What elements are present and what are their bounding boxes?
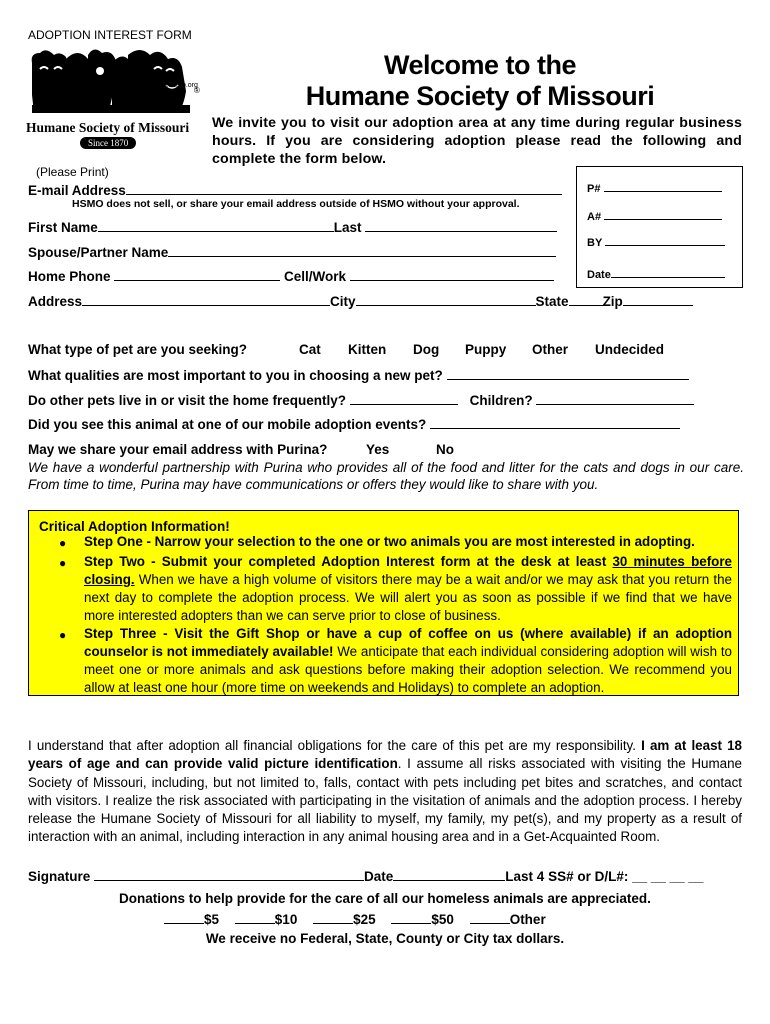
step-two-heading: Step Two - Submit your completed Adoption Interest form at the desk at least [84, 554, 613, 569]
logo-org-name: Humane Society of Missouri [26, 120, 190, 135]
step-three-heading: Step Three - Visit the Gift Shop or have a cup of coffee on us (where available) if an adoption counselor is not immediately available! [84, 626, 732, 659]
home-phone-label: Home Phone [28, 269, 111, 284]
step-two-deadline: 30 minutes before closing. [84, 554, 732, 587]
form-title: ADOPTION INTEREST FORM [28, 28, 192, 42]
since-badge: Since 1870 [80, 137, 136, 149]
donation-row [164, 911, 546, 927]
children-question: Children? [469, 393, 533, 408]
option-dog[interactable]: Dog [413, 342, 440, 357]
step-one: Step One - Narrow your selection to the one or two animals you are most interested in adopting. [84, 534, 695, 549]
bullet-icon: ● [59, 536, 67, 550]
a-number-label: A# [587, 211, 602, 223]
other-pets-question: Do other pets live in or visit the home frequently? [28, 393, 347, 408]
name-row[interactable] [28, 219, 557, 235]
donation-other[interactable]: Other [509, 912, 546, 927]
option-undecided[interactable]: Undecided [595, 342, 665, 357]
qualities-question: What qualities are most important to you in choosing a new pet? [28, 368, 443, 383]
last4-blanks: __ __ __ __ [632, 869, 704, 884]
signature-label: Signature [28, 869, 91, 884]
mobile-event-row[interactable] [28, 416, 680, 432]
first-name-label: First Name [28, 220, 98, 235]
release-age-statement: I am at least 18 years of age and can provide valid picture identification [28, 738, 742, 772]
release-part1: I understand that after adoption all financial obligations for the care of this pet are my responsibility. [28, 738, 642, 753]
step-two-detail: When we have a high volume of visitors there may be a wait and/or we may ask that you return the next day to complete the adoption process. We will alert you as soon as possible if we find that we have more interested adopters than we can serve prior to close of business. [84, 572, 732, 623]
option-kitten[interactable]: Kitten [348, 342, 387, 357]
office-date-label: Date [587, 269, 611, 281]
cell-work-label: Cell/Work [284, 269, 347, 284]
spouse-row[interactable] [28, 244, 556, 260]
signature-date-label: Date [364, 869, 394, 884]
donation-10[interactable]: $10 [274, 912, 298, 927]
last4-label: Last 4 SS# or D/L#: [505, 869, 629, 884]
p-number-field[interactable] [587, 181, 722, 195]
release-part3: . I assume all risks associated with visiting the Humane Society of Missouri, including, but not limited to, falls, contact with pets including pet bites and scratches, and contact with visitors. I realize the risk associated with participating in the visitation of animals and the adoption process. I hereby release the Humane Society of Missouri for all liability to myself, my family, my pet(s), and my property as a result of interaction with an animal, including interaction in any animal housing area and in a Get-Acquainted Room. [28, 756, 742, 845]
no-tax-dollars-note: We receive no Federal, State, County or City tax dollars. [205, 931, 565, 946]
mobile-event-question: Did you see this animal at one of our mobile adoption events? [28, 417, 427, 432]
bullet-icon: ● [59, 556, 67, 570]
purina-question: May we share your email address with Purina? [28, 442, 328, 457]
step-three [84, 625, 732, 697]
welcome-heading [200, 50, 760, 112]
critical-info-title: Critical Adoption Information! [39, 519, 230, 534]
donation-50[interactable]: $50 [431, 912, 454, 927]
option-puppy[interactable]: Puppy [465, 342, 507, 357]
address-row[interactable] [28, 293, 693, 309]
email-row[interactable] [28, 182, 562, 198]
pet-type-question: What type of pet are you seeking? [28, 342, 248, 357]
email-privacy-note: HSMO does not sell, or share your email address outside of HSMO without your approval. [72, 198, 520, 210]
last-name-label: Last [333, 220, 362, 235]
office-date-field[interactable] [587, 267, 725, 281]
p-number-label: P# [587, 183, 601, 195]
invite-text: We invite you to visit our adoption area at any time during regular business hours. If you are considering adoption please read the following and complete the form below. [212, 115, 742, 167]
bullet-icon: ● [59, 628, 67, 642]
liability-release [28, 737, 742, 847]
option-cat[interactable]: Cat [299, 342, 321, 357]
step-two [84, 553, 732, 625]
other-pets-row[interactable] [28, 392, 694, 408]
welcome-line2: Humane Society of Missouri [305, 81, 655, 111]
office-use-box [576, 166, 743, 288]
address-label: Address [28, 294, 83, 309]
qualities-row[interactable] [28, 367, 689, 383]
city-label: City [330, 294, 356, 309]
signature-row[interactable] [28, 868, 703, 884]
please-print: (Please Print) [36, 165, 109, 179]
registered-mark: ® [194, 86, 200, 95]
welcome-line1: Welcome to the [383, 50, 577, 80]
zip-label: Zip [602, 294, 623, 309]
purina-yes-option[interactable]: Yes [366, 442, 390, 457]
a-number-field[interactable] [587, 209, 722, 223]
purina-no-option[interactable]: No [436, 442, 454, 457]
step-three-detail: We anticipate that each individual considering adoption will wish to meet one or more animals and ask questions before making their adoption selection. We recommend you allow at least one hour (more time on weekends and Holidays) to complete an adoption. [84, 644, 732, 695]
logo-url: www.hsmo.org [152, 82, 198, 89]
by-field[interactable] [587, 235, 725, 249]
purina-note: We have a wonderful partnership with Purina who provides all of the food and litter for the cats and dogs in our care. From time to time, Purina may have communications or offers they would like to share with you. [28, 460, 744, 492]
state-label: State [535, 294, 569, 309]
donation-25[interactable]: $25 [353, 912, 376, 927]
donation-5[interactable]: $5 [204, 912, 220, 927]
spouse-label: Spouse/Partner Name [28, 245, 169, 260]
critical-info-box [28, 510, 739, 696]
option-other[interactable]: Other [532, 342, 569, 357]
donations-title: Donations to help provide for the care of all our homeless animals are appreciated. [119, 891, 651, 906]
email-label: E-mail Address [28, 183, 126, 198]
by-label: BY [587, 237, 603, 249]
phone-row[interactable] [28, 268, 554, 284]
